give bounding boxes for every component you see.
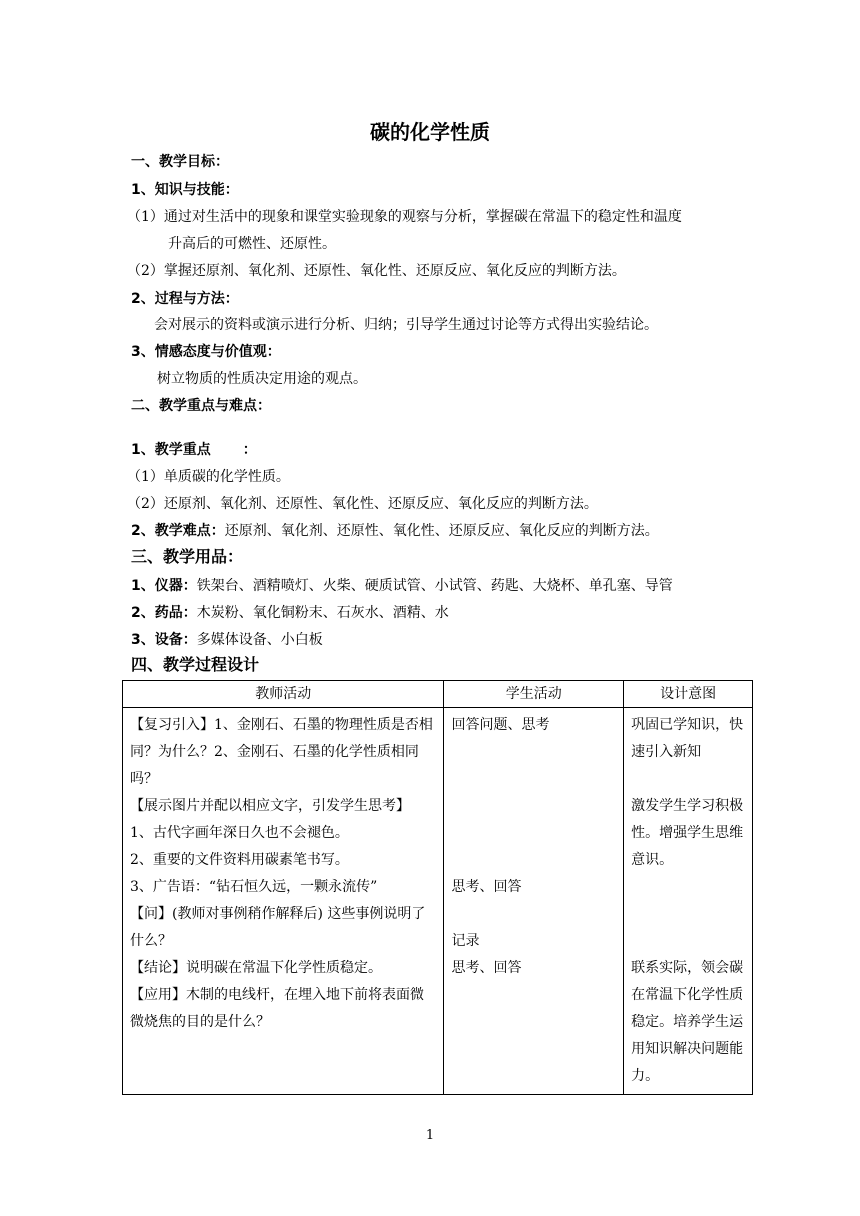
emotion-text: 树立物质的性质决定用途的观点。 xyxy=(157,371,367,387)
difficulty-label: 2、教学难点： xyxy=(131,523,225,539)
focus-item-2: （2）还原剂、氧化剂、还原性、氧化性、还原反应、氧化反应的判断方法。 xyxy=(127,496,598,512)
instruments-text: 铁架台、酒精喷灯、火柴、硬质试管、小试管、药匙、大烧杯、单孔塞、导管 xyxy=(196,578,673,594)
page-number: 1 xyxy=(425,1128,435,1143)
process-table xyxy=(122,680,753,1095)
section-1-heading: 一、教学目标： xyxy=(131,154,229,170)
student-activity-cell xyxy=(444,708,624,1095)
instruments-label: 1、仪器： xyxy=(131,578,197,594)
header-intent: 设计意图 xyxy=(624,681,753,708)
section-4-heading: 四、教学过程设计 xyxy=(131,655,260,674)
knowledge-heading: 1、知识与技能： xyxy=(131,182,239,198)
header-student: 学生活动 xyxy=(444,681,624,708)
intent-3: 联系实际，领会碳在常温下化学性质稳定。培养学生运用知识解决问题能力。 xyxy=(631,960,744,1084)
review-text: 1、金刚石、石墨的物理性质是否相同？为什么？2、金刚石、石墨的化学性质相同吗？ xyxy=(130,717,433,787)
process-heading: 2、过程与方法： xyxy=(131,291,239,307)
teacher-example-2: 2、重要的文件资料用碳素笔书写。 xyxy=(130,852,349,868)
teacher-application xyxy=(130,982,436,1036)
student-activity-3: 记录 xyxy=(451,933,480,949)
student-activity-1: 回答问题、思考 xyxy=(451,717,550,733)
drugs-label: 2、药品： xyxy=(131,605,197,621)
teacher-question xyxy=(130,901,436,955)
conclusion-tag: 【结论】 xyxy=(130,960,186,976)
knowledge-item-2: （2）掌握还原剂、氧化剂、还原性、氧化性、还原反应、氧化反应的判断方法。 xyxy=(127,263,626,279)
teacher-activity-cell xyxy=(123,708,444,1095)
equipment-line xyxy=(131,630,860,650)
student-activity-2: 思考、回答 xyxy=(451,879,522,895)
application-tag: 【应用】 xyxy=(130,987,186,1003)
knowledge-item-1-line2: 升高后的可燃性、还原性。 xyxy=(168,236,336,252)
focus-item-1: （1）单质碳的化学性质。 xyxy=(127,469,290,485)
equipment-text: 多媒体设备、小白板 xyxy=(196,632,323,648)
application-text: 木制的电线杆，在埋入地下前将表面微微烧焦的目的是什么？ xyxy=(130,987,424,1030)
focus-heading-colon: ： xyxy=(242,442,257,458)
conclusion-text: 说明碳在常温下化学性质稳定。 xyxy=(186,960,382,976)
header-teacher: 教师活动 xyxy=(123,681,444,708)
table-header-row xyxy=(123,681,753,708)
teacher-conclusion xyxy=(130,955,436,982)
document-title: 碳的化学性质 xyxy=(370,120,490,144)
process-text: 会对展示的资料或演示进行分析、归纳；引导学生通过讨论等方式得出实验结论。 xyxy=(154,317,658,333)
student-activity-4: 思考、回答 xyxy=(451,960,522,976)
emotion-heading: 3、情感态度与价值观： xyxy=(131,344,281,360)
section-2-heading: 二、教学重点与难点： xyxy=(131,398,271,414)
intent-1: 巩固已学知识，快速引入新知 xyxy=(631,717,744,760)
teacher-example-3: 3、广告语：“钻石恒久远，一颗永流传” xyxy=(130,879,378,895)
difficulty-line xyxy=(131,521,860,541)
drugs-line xyxy=(131,603,860,623)
question-text: (教师对事例稍作解释后) 这些事例说明了什么？ xyxy=(130,906,426,949)
table-row xyxy=(123,708,753,1095)
knowledge-item-1-line1: （1）通过对生活中的现象和课堂实验现象的观察与分析，掌握碳在常温下的稳定性和温度 xyxy=(127,209,682,225)
equipment-label: 3、设备： xyxy=(131,632,197,648)
intent-2: 激发学生学习积极性。增强学生思维意识。 xyxy=(631,798,744,868)
teacher-show-pictures: 【展示图片并配以相应文字，引发学生思考】 xyxy=(130,798,410,814)
design-intent-cell xyxy=(624,708,753,1095)
drugs-text: 木炭粉、氧化铜粉末、石灰水、酒精、水 xyxy=(196,605,449,621)
instruments-line xyxy=(131,576,860,596)
teacher-example-1: 1、古代字画年深日久也不会褪色。 xyxy=(130,825,349,841)
teacher-review-intro xyxy=(130,712,436,793)
question-tag: 【问】 xyxy=(130,906,172,922)
section-3-heading: 三、教学用品： xyxy=(131,547,244,566)
focus-heading-label: 1、教学重点 xyxy=(131,442,211,458)
focus-heading xyxy=(131,440,860,460)
difficulty-text: 还原剂、氧化剂、还原性、氧化性、还原反应、氧化反应的判断方法。 xyxy=(224,523,659,539)
review-tag: 【复习引入】 xyxy=(130,717,214,733)
